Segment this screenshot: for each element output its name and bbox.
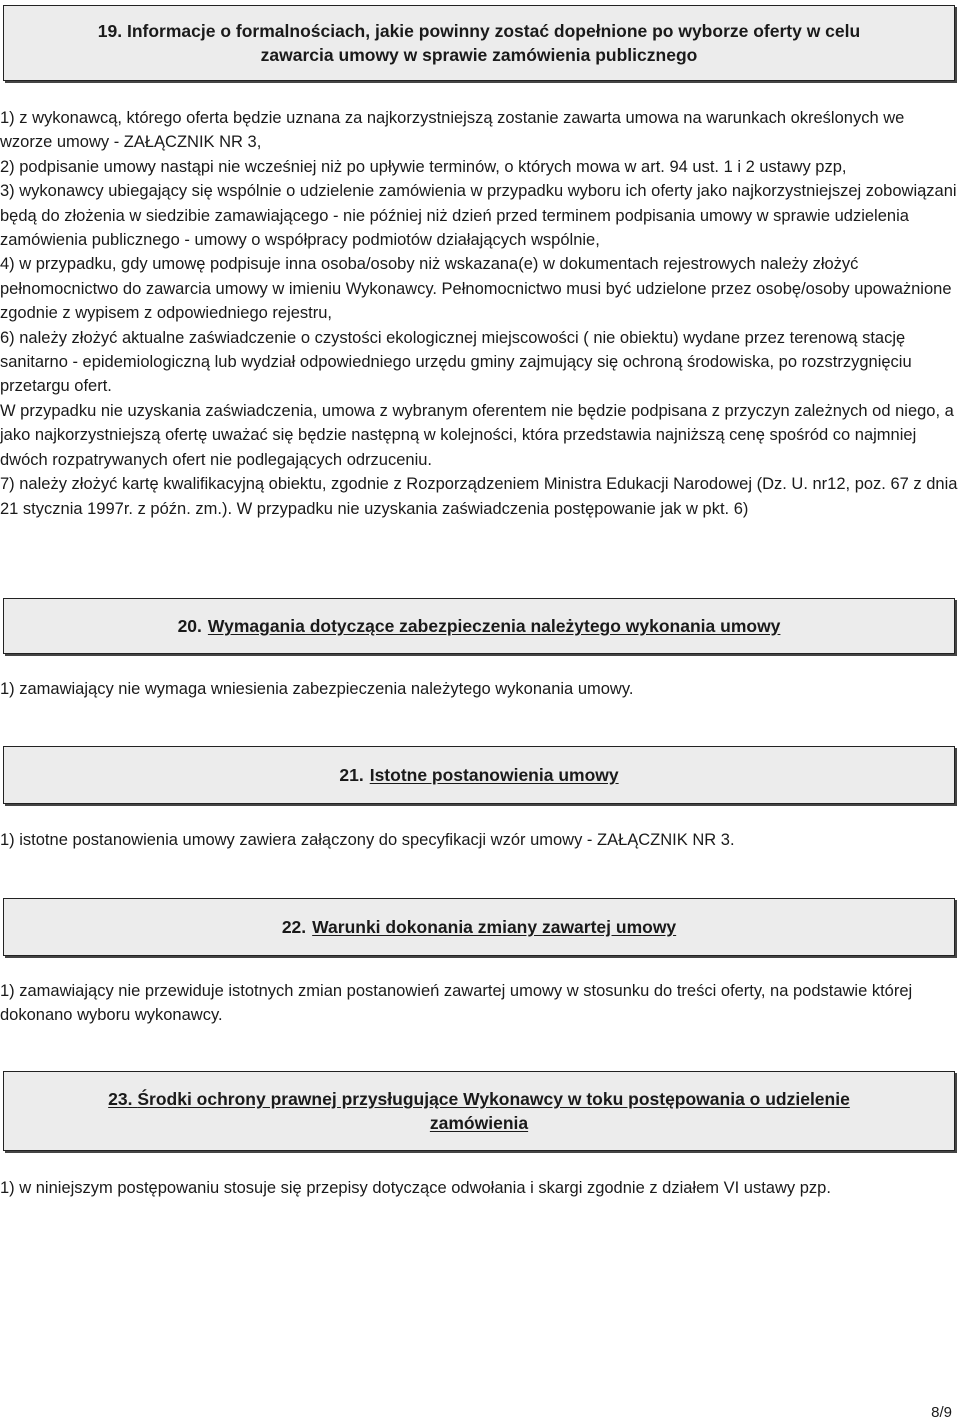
- section-23-header: [3, 1071, 955, 1151]
- section-20-title: Wymagania dotyczące zabezpieczenia należytego wykonania umowy: [207, 616, 781, 636]
- section-20-header: [3, 598, 955, 654]
- section-23-title-text: Środki ochrony prawnej przysługujące Wykonawcy w toku postępowania o udzielenie zamówienia: [137, 1089, 850, 1133]
- section-20-number: 20.: [177, 616, 202, 636]
- section-22-header: [3, 898, 955, 956]
- section-23-body: [0, 1176, 958, 1200]
- paragraph: 4) w przypadku, gdy umowę podpisuje inna osoba/osoby niż wskazana(e) w dokumentach rejestrowych należy złożyć pełnomocnictwo do zawarcia umowy w imieniu Wykonawcy. Pełnomocnictwo musi być udzielone przez osobę/osoby upoważnione zgodnie z wypisem z odpowiedniego rejestru,: [0, 255, 952, 323]
- paragraph: 1) istotne postanowienia umowy zawiera załączony do specyfikacji wzór umowy - ZAŁĄCZNIK NR 3.: [0, 831, 735, 849]
- paragraph: 7) należy złożyć kartę kwalifikacyjną obiektu, zgodnie z Rozporządzeniem Ministra Edukacji Narodowej (Dz. U. nr12, poz. 67 z dnia 21 stycznia 1997r. z późn. zm.). W przypadku nie uzyskania zaświadczenia postępowanie jak w pkt. 6): [0, 475, 958, 518]
- page-number: 8/9: [931, 1404, 952, 1421]
- section-21-header: [3, 746, 955, 804]
- section-22-title: Warunki dokonania zmiany zawartej umowy: [312, 917, 677, 937]
- section-22-body: [0, 979, 958, 1028]
- paragraph: 1) zamawiający nie wymaga wniesienia zabezpieczenia należytego wykonania umowy.: [0, 680, 634, 698]
- section-21-title: Istotne postanowienia umowy: [369, 765, 619, 785]
- paragraph: 1) zamawiający nie przewiduje istotnych zmian postanowień zawartej umowy w stosunku do treści oferty, na podstawie której dokonano wyboru wykonawcy.: [0, 982, 913, 1025]
- section-23-number: 23.: [108, 1089, 133, 1109]
- section-19-header: [3, 5, 955, 81]
- section-23-title: [64, 1087, 894, 1135]
- paragraph: 1) w niniejszym postępowaniu stosuje się przepisy dotyczące odwołania i skargi zgodnie z działem VI ustawy pzp.: [0, 1179, 831, 1197]
- section-21-number: 21.: [339, 765, 364, 785]
- section-19-title: 19. Informacje o formalnościach, jakie powinny zostać dopełnione po wyborze oferty w celu zawarcia umowy w sprawie zamówienia publicznego: [97, 21, 861, 65]
- paragraph: 2) podpisanie umowy nastąpi nie wcześniej niż po upływie terminów, o których mowa w art. 94 ust. 1 i 2 ustawy pzp,: [0, 157, 847, 176]
- paragraph: W przypadku nie uzyskania zaświadczenia, umowa z wybranym oferentem nie będzie podpisana z przyczyn zależnych od niego, a jako najkorzystniejszą ofertę uważać się będzie następną w kolejności, która przedstawia najniższą cenę spośród co najmniej dwóch rozpatrywanych ofert nie podlegających odrzuceniu.: [0, 401, 954, 469]
- section-20-body: [0, 677, 958, 701]
- paragraph: 1) z wykonawcą, którego oferta będzie uznana za najkorzystniejszą zostanie zawarta umowa na warunkach określonych we wzorze umowy - ZAŁĄCZNIK NR 3,: [0, 109, 905, 152]
- paragraph: 6) należy złożyć aktualne zaświadczenie o czystości ekologicznej miejscowości ( nie obiektu) wydane przez terenową stację sanitarno - epidemiologiczną lub wydział odpowiedniego urzędu gminy zajmujący się ochroną środowiska, po rozstrzygnięciu przetargu ofert.: [0, 328, 912, 396]
- section-19-body: [0, 106, 958, 521]
- section-21-body: [0, 828, 958, 852]
- paragraph: 3) wykonawcy ubiegający się wspólnie o udzielenie zamówienia w przypadku wyboru ich oferty jako najkorzystniejszej zobowiązani będą do złożenia w siedzibie zamawiającego - nie później niż dzień przed terminem podpisania umowy w sprawie udzielenia zamówienia publicznego - umowy o współpracy podmiotów działających wspólnie,: [0, 182, 957, 250]
- section-22-number: 22.: [281, 917, 307, 937]
